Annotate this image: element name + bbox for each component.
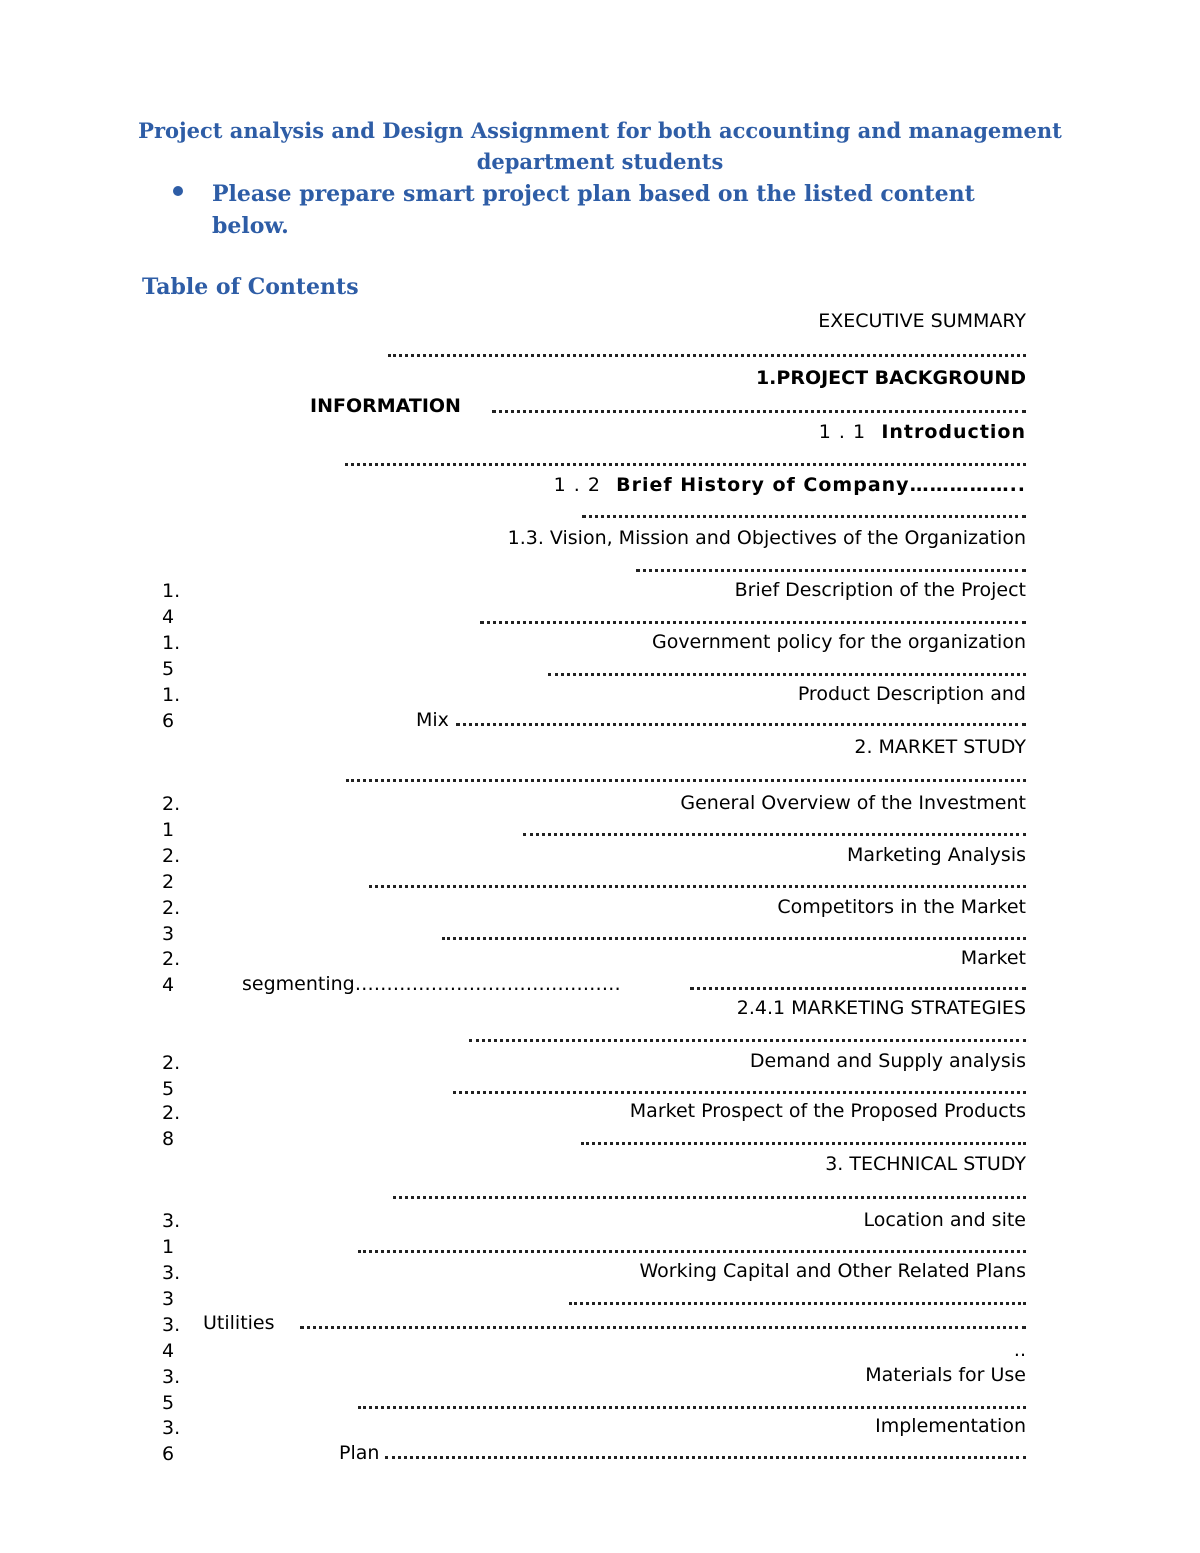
toc-num-part: 2. xyxy=(162,793,181,815)
toc-leader xyxy=(456,719,1026,726)
toc-leader xyxy=(345,459,1026,466)
toc-entry-2-5[interactable]: Demand and Supply analysis xyxy=(749,1050,1026,1072)
toc-entry-1-5[interactable]: Government policy for the organization xyxy=(651,631,1026,653)
toc-entry-3-4-tail: .. xyxy=(1013,1339,1026,1361)
toc-entry-2-4-1[interactable]: 2.4.1 MARKETING STRATEGIES xyxy=(736,997,1026,1019)
bullet-icon xyxy=(173,186,183,196)
toc-leader xyxy=(300,1322,1026,1329)
toc-entry-2-1[interactable]: General Overview of the Investment xyxy=(680,792,1026,814)
toc-num-part: 3. xyxy=(162,1314,181,1336)
toc-num-part: 1. xyxy=(162,632,181,654)
toc-num-part: 3. xyxy=(162,1262,181,1284)
toc-entry-section-1-cont: INFORMATION xyxy=(310,395,461,417)
toc-entry-section-1[interactable]: 1.PROJECT BACKGROUND xyxy=(755,367,1026,389)
toc-entry-section-3[interactable]: 3. TECHNICAL STUDY xyxy=(825,1153,1026,1175)
toc-num: 1 . 2 xyxy=(553,474,601,496)
toc-leader xyxy=(523,829,1026,836)
toc-leader xyxy=(393,1192,1026,1199)
toc-entry-1-6[interactable]: Product Description and xyxy=(797,683,1026,705)
toc-num-part: 3. xyxy=(162,1210,181,1232)
toc-entry-executive-summary[interactable]: EXECUTIVE SUMMARY xyxy=(818,310,1026,332)
toc-num-part: 2. xyxy=(162,845,181,867)
toc-num-part: 1 xyxy=(162,819,175,841)
toc-num-part: 6 xyxy=(162,1443,175,1465)
toc-entry-3-3[interactable]: Working Capital and Other Related Plans xyxy=(639,1260,1026,1282)
toc-entry-section-2[interactable]: 2. MARKET STUDY xyxy=(854,736,1026,758)
toc-leader xyxy=(492,406,1026,413)
toc-entry-1-1[interactable] xyxy=(819,420,1026,444)
toc-num-part: 3 xyxy=(162,1288,175,1310)
toc-entry-1-6-cont: Mix xyxy=(416,709,449,731)
toc-leader xyxy=(358,1246,1026,1253)
toc-leader xyxy=(369,881,1026,888)
toc-leader xyxy=(569,1298,1026,1305)
instruction-text: Please prepare smart project plan based on the listed content below. xyxy=(212,181,975,239)
toc-leader xyxy=(453,1087,1026,1094)
toc-label: Brief History of Company…………….. xyxy=(616,474,1026,496)
toc-leader xyxy=(388,350,1026,357)
toc-leader xyxy=(358,1402,1026,1409)
toc-leader xyxy=(480,617,1026,624)
toc-heading: Table of Contents xyxy=(142,274,359,300)
toc-num-part: 1 xyxy=(162,1236,175,1258)
toc-num-part: 2. xyxy=(162,1102,181,1124)
assignment-title-line-2: department students xyxy=(476,149,724,174)
toc-entry-2-3[interactable]: Competitors in the Market xyxy=(777,896,1026,918)
toc-leader xyxy=(469,1035,1026,1042)
instruction-bullet xyxy=(173,178,1033,242)
toc-num-part: 2. xyxy=(162,897,181,919)
toc-entry-3-1[interactable]: Location and site xyxy=(863,1209,1026,1231)
toc-entry-2-8[interactable]: Market Prospect of the Proposed Products xyxy=(629,1100,1026,1122)
toc-num-part: 4 xyxy=(162,606,175,628)
toc-label: Introduction xyxy=(881,421,1026,443)
toc-num-part: 6 xyxy=(162,710,175,732)
toc-entry-3-6-cont: Plan xyxy=(339,1442,380,1464)
toc-num-part: 1. xyxy=(162,580,181,602)
toc-num-part: 4 xyxy=(162,974,175,996)
toc-entry-2-4-cont: segmenting…………………………………… xyxy=(242,973,621,995)
toc-entry-3-4[interactable]: Utilities xyxy=(203,1312,275,1334)
toc-num-part: 5 xyxy=(162,1392,175,1414)
assignment-title-line-1: Project analysis and Design Assignment for both accounting and management xyxy=(138,118,1062,143)
toc-leader xyxy=(690,983,1026,990)
toc-num-part: 3. xyxy=(162,1417,181,1439)
toc-num-part: 2 xyxy=(162,871,175,893)
toc-leader xyxy=(636,565,1026,572)
toc-entry-2-4[interactable]: Market xyxy=(960,947,1026,969)
toc-num-part: 4 xyxy=(162,1340,175,1362)
toc-num-part: 3. xyxy=(162,1366,181,1388)
toc-entry-2-2[interactable]: Marketing Analysis xyxy=(846,844,1026,866)
toc-leader xyxy=(442,933,1026,940)
toc-leader xyxy=(582,511,1026,518)
toc-entry-1-3[interactable]: 1.3. Vision, Mission and Objectives of the Organization xyxy=(507,527,1026,549)
toc-entry-3-6[interactable]: Implementation xyxy=(875,1415,1026,1437)
toc-num-part: 2. xyxy=(162,1052,181,1074)
toc-entry-1-2[interactable] xyxy=(554,473,1026,497)
toc-num-part: 3 xyxy=(162,923,175,945)
toc-num-part: 2. xyxy=(162,948,181,970)
toc-num: 1 . 1 xyxy=(818,421,867,443)
toc-leader xyxy=(385,1452,1026,1459)
toc-num-part: 1. xyxy=(162,684,181,706)
toc-leader xyxy=(548,669,1026,676)
toc-leader xyxy=(346,775,1026,782)
toc-entry-1-4[interactable]: Brief Description of the Project xyxy=(734,579,1026,601)
toc-leader xyxy=(581,1138,1026,1145)
toc-entry-3-5[interactable]: Materials for Use xyxy=(865,1364,1026,1386)
toc-num-part: 8 xyxy=(162,1128,175,1150)
toc-num-part: 5 xyxy=(162,1078,175,1100)
toc-num-part: 5 xyxy=(162,658,175,680)
